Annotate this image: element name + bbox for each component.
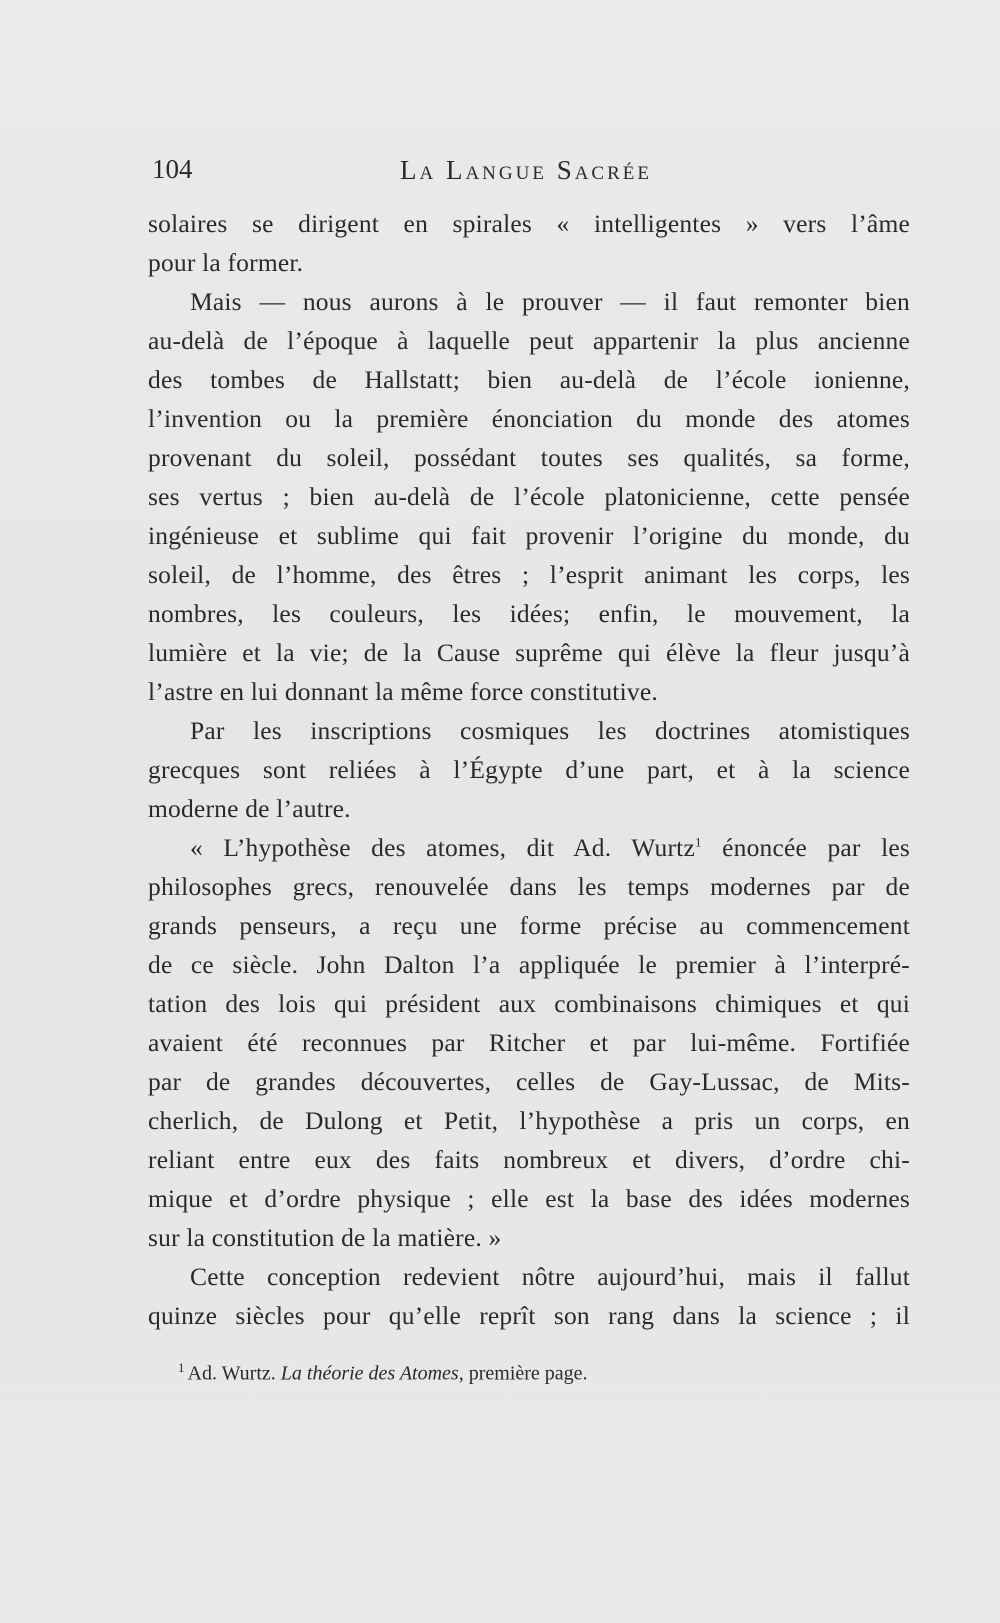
text-line: l’astre en lui donnant la même force constitutive.	[148, 677, 658, 706]
text-line: lumière et la vie; de la Cause suprême qui élève la fleur jusqu’à	[148, 638, 910, 667]
footnote-title: La théorie des Atomes,	[280, 1362, 464, 1385]
text-line: quinze siècles pour qu’elle reprît son rang dans la science ; il	[148, 1301, 910, 1330]
footnote-mark: 1	[178, 1360, 185, 1375]
text-line: l’invention ou la première énonciation du monde des atomes	[148, 404, 910, 433]
text-line: soleil, de l’homme, des êtres ; l’esprit animant les corps, les	[148, 560, 910, 589]
text-line: Par les inscriptions cosmiques les doctrines atomistiques	[190, 716, 910, 745]
text-line: mique et d’ordre physique ; elle est la base des idées modernes	[148, 1184, 910, 1213]
text-line: par de grandes découvertes, celles de Gay-Lussac, de Mits-	[148, 1067, 910, 1096]
text-line: grecques sont reliées à l’Égypte d’une part, et à la science	[148, 755, 910, 784]
body-text	[148, 204, 910, 1335]
text-line: Cette conception redevient nôtre aujourd’hui, mais il fallut	[190, 1262, 910, 1291]
text-line: cherlich, de Dulong et Petit, l’hypothèse a pris un corps, en	[148, 1106, 910, 1135]
text-line: sur la constitution de la matière. »	[148, 1223, 502, 1252]
text-line: provenant du soleil, possédant toutes ses qualités, sa forme,	[148, 443, 910, 472]
text-line: des tombes de Hallstatt; bien au-delà de l’école ionienne,	[148, 365, 910, 394]
page-header	[152, 154, 912, 194]
text-line: tation des lois qui président aux combinaisons chimiques et qui	[148, 989, 910, 1018]
text-line: Mais — nous aurons à le prouver — il faut remonter bien	[190, 287, 910, 316]
text-line: au-delà de l’époque à laquelle peut appartenir la plus ancienne	[148, 326, 910, 355]
text-line: ses vertus ; bien au-delà de l’école platonicienne, cette pensée	[148, 482, 910, 511]
text-line: solaires se dirigent en spirales « intelligentes » vers l’âme	[148, 209, 910, 238]
footnote	[178, 1360, 588, 1386]
text-line: de ce siècle. John Dalton l’a appliquée le premier à l’interpré-	[148, 950, 910, 979]
text-line: nombres, les couleurs, les idées; enfin, le mouvement, la	[148, 599, 910, 628]
footnote-reference: 1	[694, 834, 702, 850]
text-line: avaient été reconnues par Ritcher et par lui-même. Fortifiée	[148, 1028, 910, 1057]
text-line: pour la former.	[148, 248, 304, 277]
text-line-with-footnote-ref	[148, 828, 910, 867]
text-line: ingénieuse et sublime qui fait provenir l’origine du monde, du	[148, 521, 910, 550]
text-line: grands penseurs, a reçu une forme précise au commencement	[148, 911, 910, 940]
running-title: La Langue Sacrée	[400, 155, 652, 185]
text-line-start: « L’hypothèse des atomes, dit Ad. Wurtz	[190, 833, 695, 862]
text-line: philosophes grecs, renouvelée dans les temps modernes par de	[148, 872, 910, 901]
text-line-end: énoncée par les	[701, 833, 910, 862]
text-line: reliant entre eux des faits nombreux et divers, d’ordre chi-	[148, 1145, 910, 1174]
footnote-author: Ad. Wurtz.	[187, 1362, 281, 1385]
page-number: 104	[152, 154, 193, 184]
text-line: moderne de l’autre.	[148, 794, 351, 823]
footnote-rest: première page.	[463, 1362, 588, 1385]
